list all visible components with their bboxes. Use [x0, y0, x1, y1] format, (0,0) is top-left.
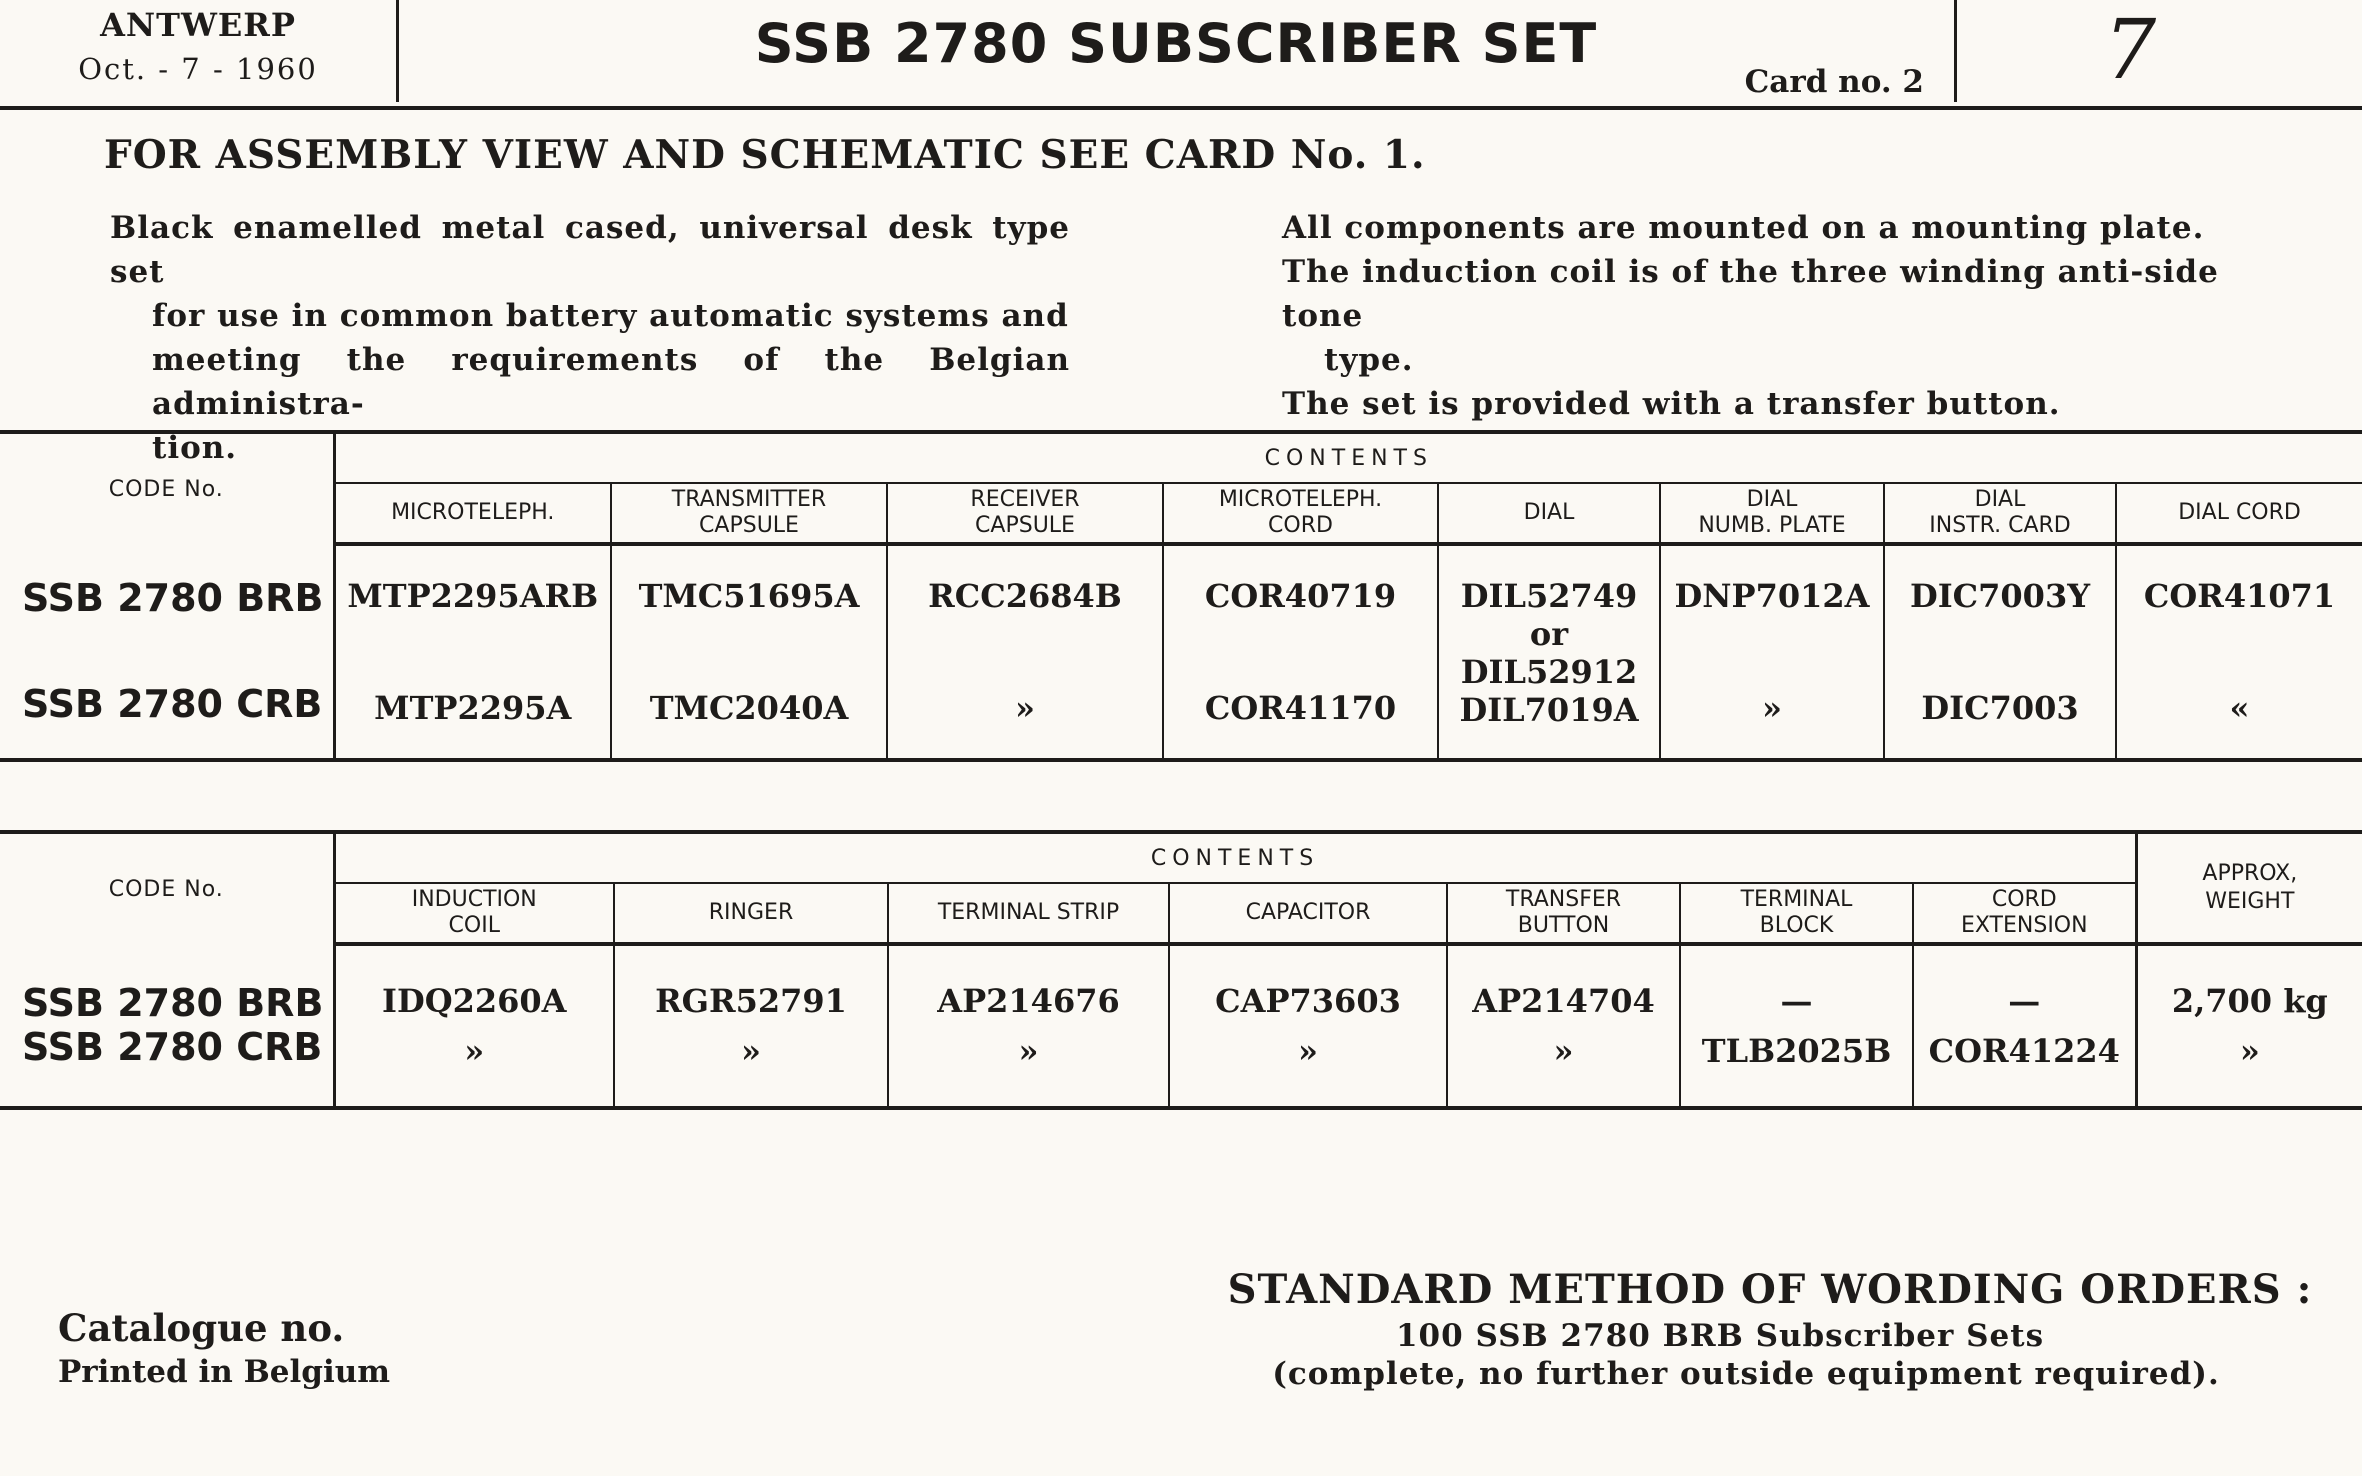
description-right-line: The induction coil is of the three winding anti-side tone [1282, 254, 2219, 334]
header-city: ANTWERP [100, 6, 296, 44]
description-right-line: type. [1324, 342, 1414, 378]
table-cell: RCC2684B » [887, 544, 1163, 760]
catalogue-number-label: Catalogue no. [58, 1306, 345, 1350]
contents-label: CONTENTS [334, 832, 2136, 883]
table-cell: IDQ2260A » [382, 982, 567, 1070]
table-cell: — COR41224 [1913, 944, 2136, 1108]
table-cell: DNP7012A » [1660, 544, 1884, 760]
table-cell: COR40719 COR41170 [1163, 544, 1438, 760]
table-cell: CAP73603 » [1169, 944, 1447, 1108]
code-column-header: CODE No. [0, 432, 334, 544]
description-right-line: All components are mounted on a mounting plate. [1282, 210, 2205, 246]
column-header: RINGER [614, 883, 888, 944]
table-cell: AP214704 » [1447, 944, 1680, 1108]
table-cell: MTP2295ARB MTP2295A [347, 577, 599, 727]
handwritten-mark: 7 [2104, 3, 2157, 98]
column-header: MICROTELEPH. [334, 483, 611, 544]
header-date: Oct. - 7 - 1960 [78, 52, 318, 86]
contents-table-1 [0, 430, 2362, 762]
table-cell: TMC51695A TMC2040A [611, 544, 887, 760]
header-origin-box [0, 0, 399, 102]
description-left-line: meeting the requirements of the Belgian administra- [152, 342, 1070, 422]
column-header: RECEIVER CAPSULE [887, 483, 1163, 544]
header-divider [1954, 0, 1957, 102]
assembly-reference-heading: FOR ASSEMBLY VIEW AND SCHEMATIC SEE CARD No. 1. [104, 132, 1426, 178]
description-right-line: The set is provided with a transfer button. [1282, 386, 2061, 422]
column-header: INDUCTION COIL [334, 883, 614, 944]
weight-cell: 2,700 kg » [2136, 944, 2362, 1108]
column-header: CAPACITOR [1169, 883, 1447, 944]
column-header: DIAL NUMB. PLATE [1660, 483, 1884, 544]
card-number: Card no. 2 [1744, 64, 1924, 100]
ordering-note: (complete, no further outside equipment required). [1272, 1356, 2220, 1392]
column-header: MICROTELEPH. CORD [1163, 483, 1438, 544]
column-header: TRANSMITTER CAPSULE [611, 483, 887, 544]
code-cell: SSB 2780 BRB SSB 2780 CRB [0, 544, 334, 760]
column-header: TERMINAL BLOCK [1680, 883, 1913, 944]
weight-column-header: APPROX, WEIGHT [2136, 832, 2362, 944]
printed-in-label: Printed in Belgium [58, 1354, 391, 1390]
column-header: DIAL CORD [2116, 483, 2362, 544]
description-left-line: tion. [152, 430, 238, 466]
card-header [0, 0, 2362, 110]
dial-cell: DIL52749 or DIL52912 DIL7019A [1438, 544, 1660, 760]
table-cell: AP214676 » [888, 944, 1169, 1108]
description-right [1282, 206, 2282, 426]
table-cell: RGR52791 » [614, 944, 888, 1108]
column-header: DIAL INSTR. CARD [1884, 483, 2116, 544]
page-title: SSB 2780 SUBSCRIBER SET [754, 12, 1598, 75]
table-cell: — TLB2025B [1680, 944, 1913, 1108]
column-header: TERMINAL STRIP [888, 883, 1169, 944]
ordering-heading: STANDARD METHOD OF WORDING ORDERS : [1227, 1266, 2313, 1313]
description-left-line: for use in common battery automatic systems and [152, 298, 1069, 334]
code-cell: SSB 2780 BRB SSB 2780 CRB [0, 944, 334, 1108]
code-column-header: CODE No. [0, 832, 334, 944]
table-cell: DIC7003Y DIC7003 [1884, 544, 2116, 760]
column-header: DIAL [1438, 483, 1660, 544]
contents-table-2 [0, 830, 2362, 1110]
column-header: TRANSFER BUTTON [1447, 883, 1680, 944]
description-left-line: Black enamelled metal cased, universal desk type set [110, 210, 1070, 290]
ordering-example: 100 SSB 2780 BRB Subscriber Sets [1395, 1318, 2045, 1354]
table-cell: COR41071 « [2116, 544, 2362, 760]
column-header: CORD EXTENSION [1913, 883, 2136, 944]
contents-label: CONTENTS [334, 432, 2362, 483]
